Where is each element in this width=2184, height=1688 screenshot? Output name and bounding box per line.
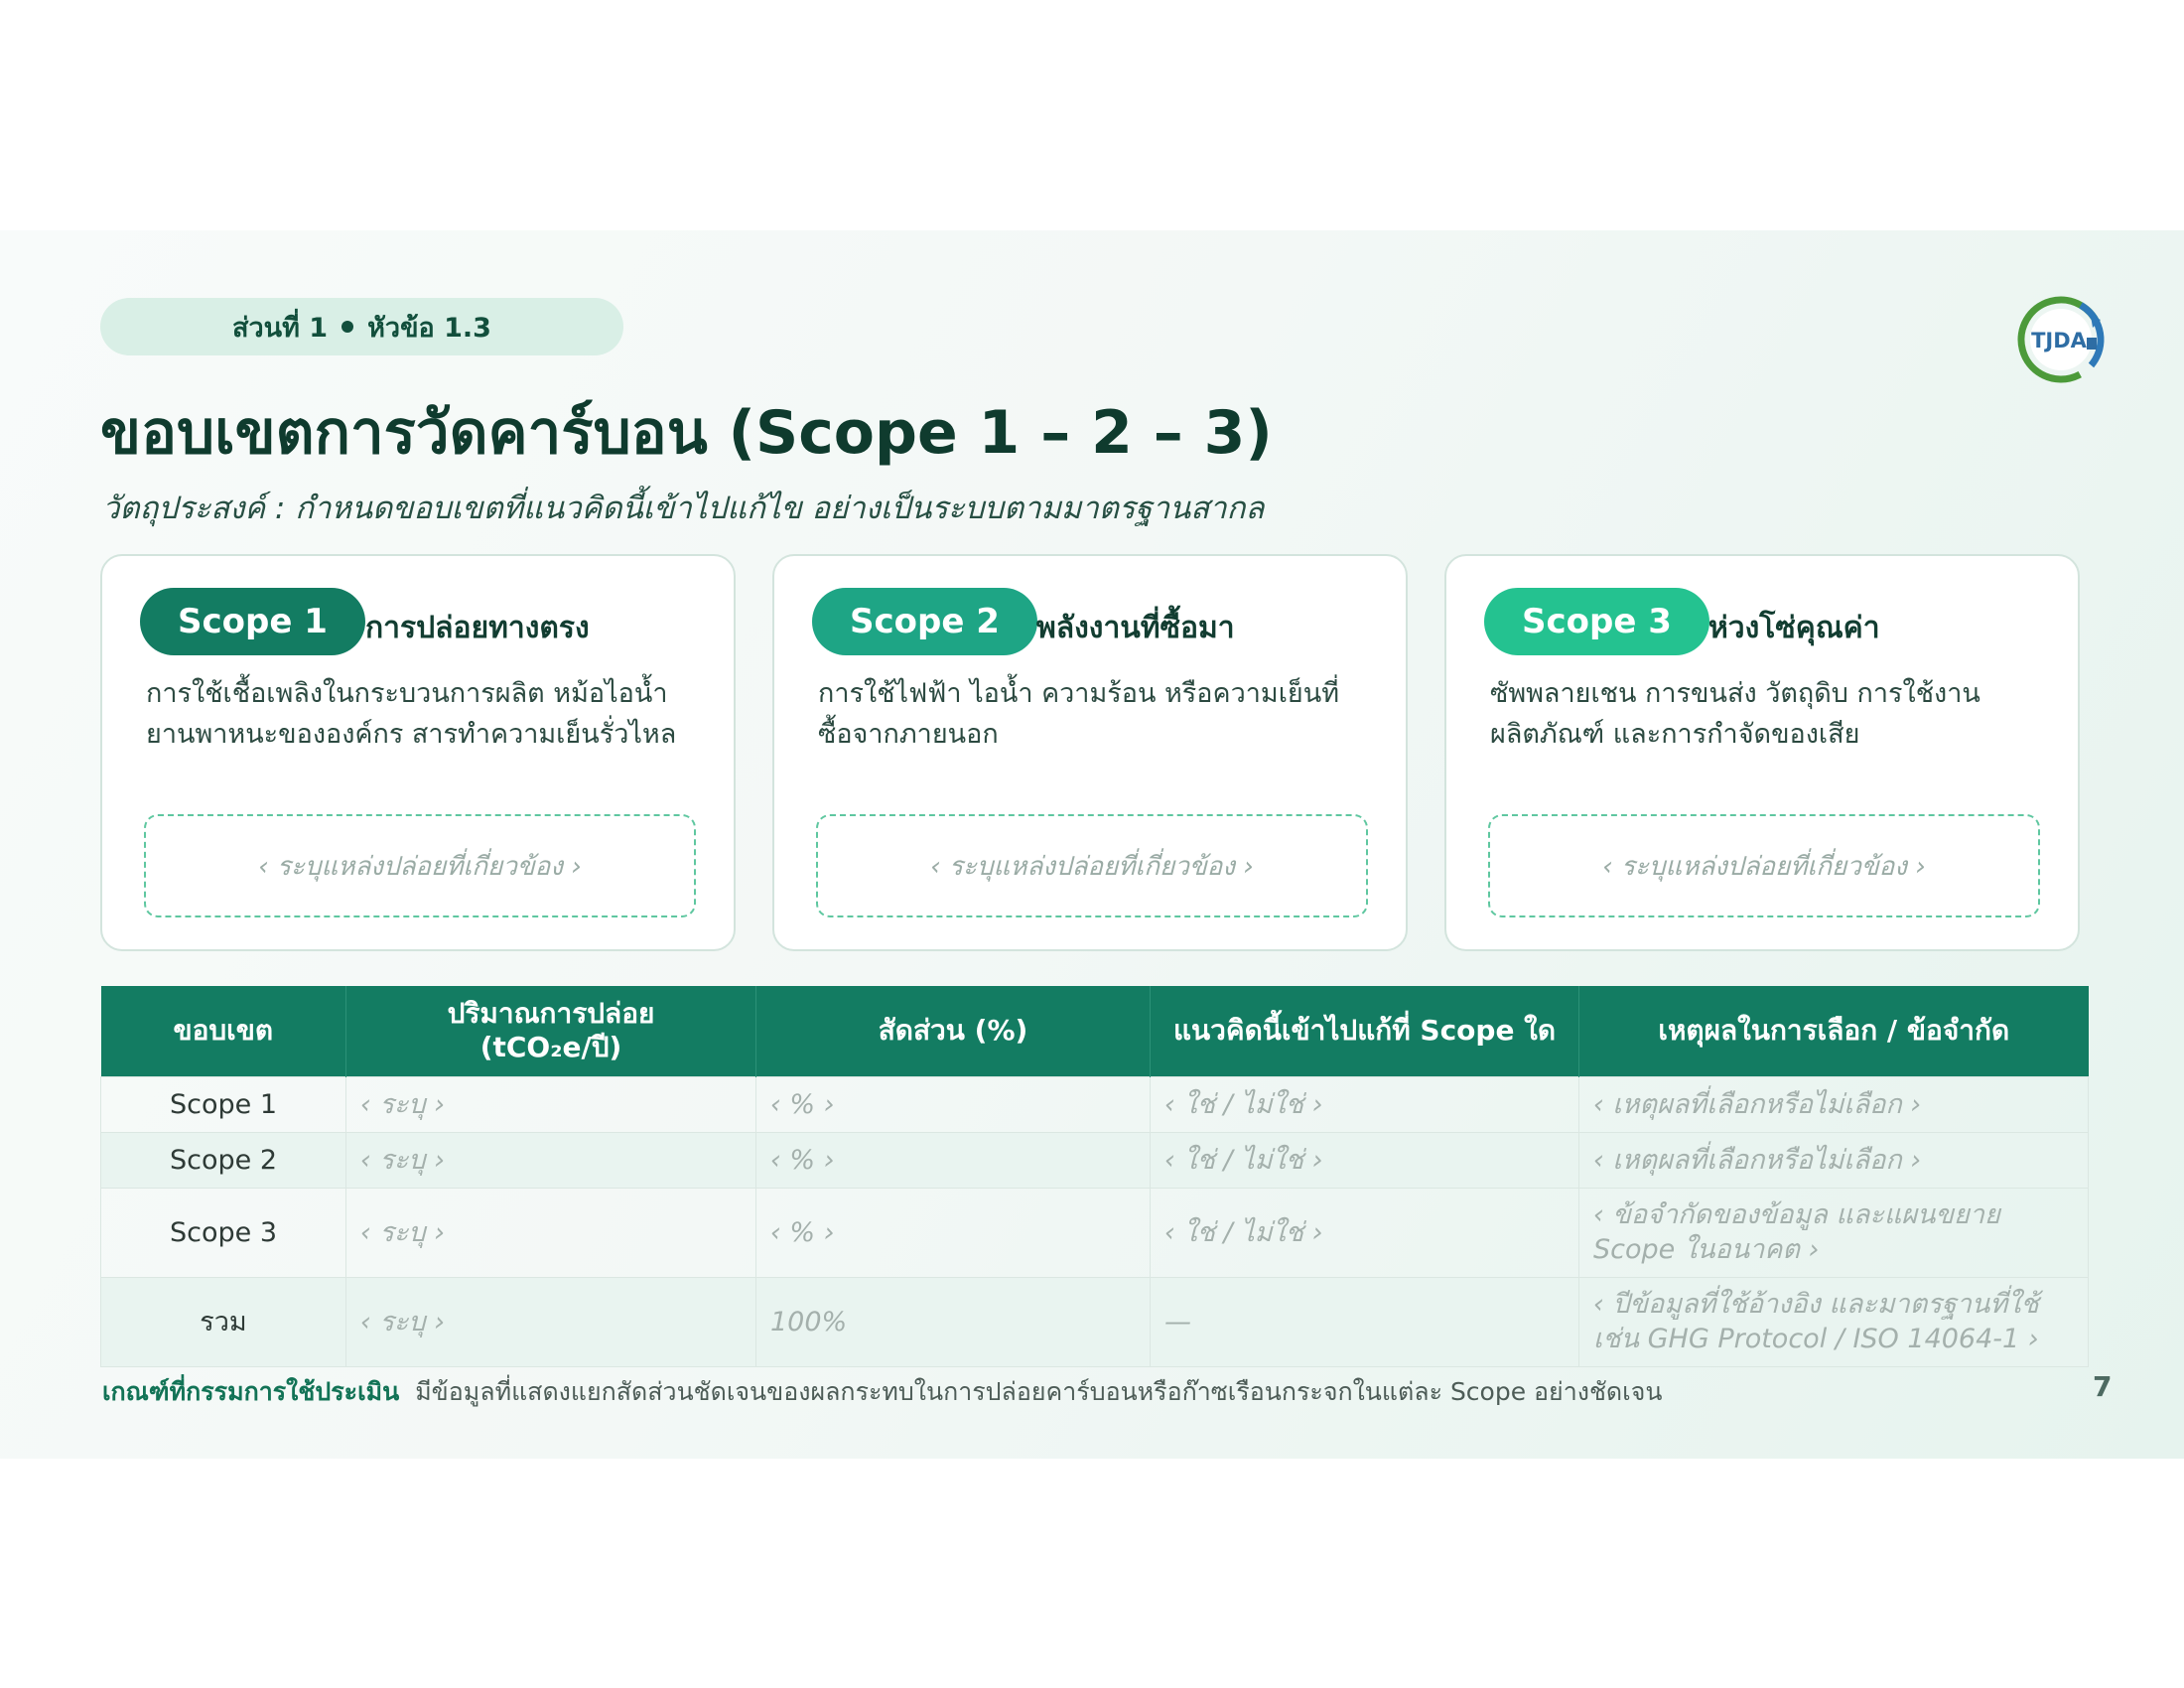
page-number: 7 [2093, 1370, 2113, 1403]
scope-3-desc-line-1: ซัพพลายเชน การขนส่ง วัตถุดิบ การใช้งาน [1490, 678, 1980, 709]
reason-cell[interactable] [1579, 1132, 2089, 1188]
table-header-row [101, 986, 2089, 1076]
reason-cell[interactable] [1579, 1277, 2089, 1366]
table-row-total [101, 1277, 2089, 1366]
reason-line-1: ‹ เหตุผลที่เลือกหรือไม่เลือก › [1593, 1144, 1922, 1176]
scope-2-desc-line-2: ซื้อจากภายนอก [818, 719, 999, 750]
reason-cell[interactable] [1579, 1188, 2089, 1277]
reason-line-1: ‹ ปีข้อมูลที่ใช้อ้างอิง และมาตรฐานที่ใช้ [1593, 1289, 2039, 1320]
scope-3-heading: ห่วงโซ่คุณค่า [1708, 611, 1880, 645]
section-label: ส่วนที่ 1 [232, 312, 329, 344]
share-percent-cell[interactable]: ‹ % › [756, 1188, 1151, 1277]
row-scope-label: Scope 1 [101, 1076, 346, 1132]
topic-label: หัวข้อ 1.3 [367, 312, 491, 344]
header-emission-amount-line-1: ปริมาณการปล่อย [447, 997, 655, 1031]
scope-1-card [100, 554, 736, 951]
evaluation-criteria-note [102, 1372, 1662, 1412]
scope-1-emission-source-input[interactable]: ‹ ระบุแหล่งปล่อยที่เกี่ยวข้อง › [144, 814, 696, 917]
emission-amount-cell[interactable]: ‹ ระบุ › [346, 1132, 756, 1188]
scope-2-description [818, 673, 1374, 755]
share-percent-cell[interactable]: ‹ % › [756, 1076, 1151, 1132]
scope-2-heading: พลังงานที่ซื้อมา [1036, 611, 1235, 645]
header-emission-amount-line-2: (tCO₂e/ปี) [479, 1031, 622, 1064]
table-row [101, 1076, 2089, 1132]
scope-1-desc-line-2: ยานพาหนะขององค์กร สารทำความเย็นรั่วไหล [146, 719, 677, 750]
scope-2-badge: Scope 2 [812, 588, 1037, 655]
scope-1-badge: Scope 1 [140, 588, 365, 655]
page-subtitle: วัตถุประสงค์ : กำหนดขอบเขตที่แนวคิดนี้เข้าไปแก้ไข อย่างเป็นระบบตามมาตรฐานสากล [102, 491, 1265, 526]
share-percent-cell: 100% [756, 1277, 1151, 1366]
emission-amount-cell[interactable]: ‹ ระบุ › [346, 1277, 756, 1366]
row-total-label: รวม [101, 1277, 346, 1366]
emission-amount-cell[interactable]: ‹ ระบุ › [346, 1188, 756, 1277]
scope-3-description [1490, 673, 2046, 755]
scope-2-emission-source-input[interactable]: ‹ ระบุแหล่งปล่อยที่เกี่ยวข้อง › [816, 814, 1368, 917]
scope-1-heading: การปล่อยทางตรง [365, 611, 590, 645]
emission-amount-cell[interactable]: ‹ ระบุ › [346, 1076, 756, 1132]
scope-3-desc-line-2: ผลิตภัณฑ์ และการกำจัดของเสีย [1490, 719, 1860, 750]
addressed-scope-cell: — [1151, 1277, 1579, 1366]
scope-3-card [1444, 554, 2080, 951]
reason-line-2: เช่น GHG Protocol / ISO 14064-1 › [1593, 1324, 2039, 1354]
row-scope-label: Scope 2 [101, 1132, 346, 1188]
header-reason-limitation: เหตุผลในการเลือก / ข้อจำกัด [1579, 986, 2089, 1076]
reason-line-1: ‹ เหตุผลที่เลือกหรือไม่เลือก › [1593, 1088, 1922, 1120]
criteria-text: มีข้อมูลที่แสดงแยกสัดส่วนชัดเจนของผลกระทบในการปล่อยคาร์บอนหรือก๊าซเรือนกระจกในแต่ละ Scope อย่างชัดเจน [415, 1377, 1663, 1406]
addressed-scope-cell[interactable]: ‹ ใช่ / ไม่ใช่ › [1151, 1076, 1579, 1132]
scope-3-badge: Scope 3 [1484, 588, 1709, 655]
criteria-label: เกณฑ์ที่กรรมการใช้ประเมิน [102, 1377, 400, 1406]
scope-3-emission-source-input[interactable]: ‹ ระบุแหล่งปล่อยที่เกี่ยวข้อง › [1488, 814, 2040, 917]
logo-text: TJDA [2031, 329, 2087, 352]
scope-1-desc-line-1: การใช้เชื้อเพลิงในกระบวนการผลิต หม้อไอน้ำ [146, 678, 668, 709]
table-row [101, 1132, 2089, 1188]
addressed-scope-cell[interactable]: ‹ ใช่ / ไม่ใช่ › [1151, 1132, 1579, 1188]
row-scope-label: Scope 3 [101, 1188, 346, 1277]
header-scope: ขอบเขต [101, 986, 346, 1076]
table-row [101, 1188, 2089, 1277]
header-addressed-scope: แนวคิดนี้เข้าไปแก้ที่ Scope ใด [1151, 986, 1579, 1076]
tjda-logo-icon [2015, 294, 2107, 385]
reason-line-1: ‹ ข้อจำกัดของข้อมูล และแผนขยาย [1593, 1199, 2000, 1230]
scope-2-desc-line-1: การใช้ไฟฟ้า ไอน้ำ ความร้อน หรือความเย็นที่ [818, 678, 1340, 709]
header-emission-amount [346, 986, 756, 1076]
scope-2-card [772, 554, 1408, 951]
bullet-dot-icon [341, 321, 353, 333]
page-title: ขอบเขตการวัดคาร์บอน (Scope 1 – 2 – 3) [100, 398, 1273, 468]
reason-cell[interactable] [1579, 1076, 2089, 1132]
reason-line-2: Scope ในอนาคต › [1593, 1234, 1820, 1265]
section-pill [100, 298, 623, 355]
addressed-scope-cell[interactable]: ‹ ใช่ / ไม่ใช่ › [1151, 1188, 1579, 1277]
header-share-percent: สัดส่วน (%) [756, 986, 1151, 1076]
scope-emissions-table [100, 986, 2089, 1367]
scope-1-description [146, 673, 702, 755]
share-percent-cell[interactable]: ‹ % › [756, 1132, 1151, 1188]
